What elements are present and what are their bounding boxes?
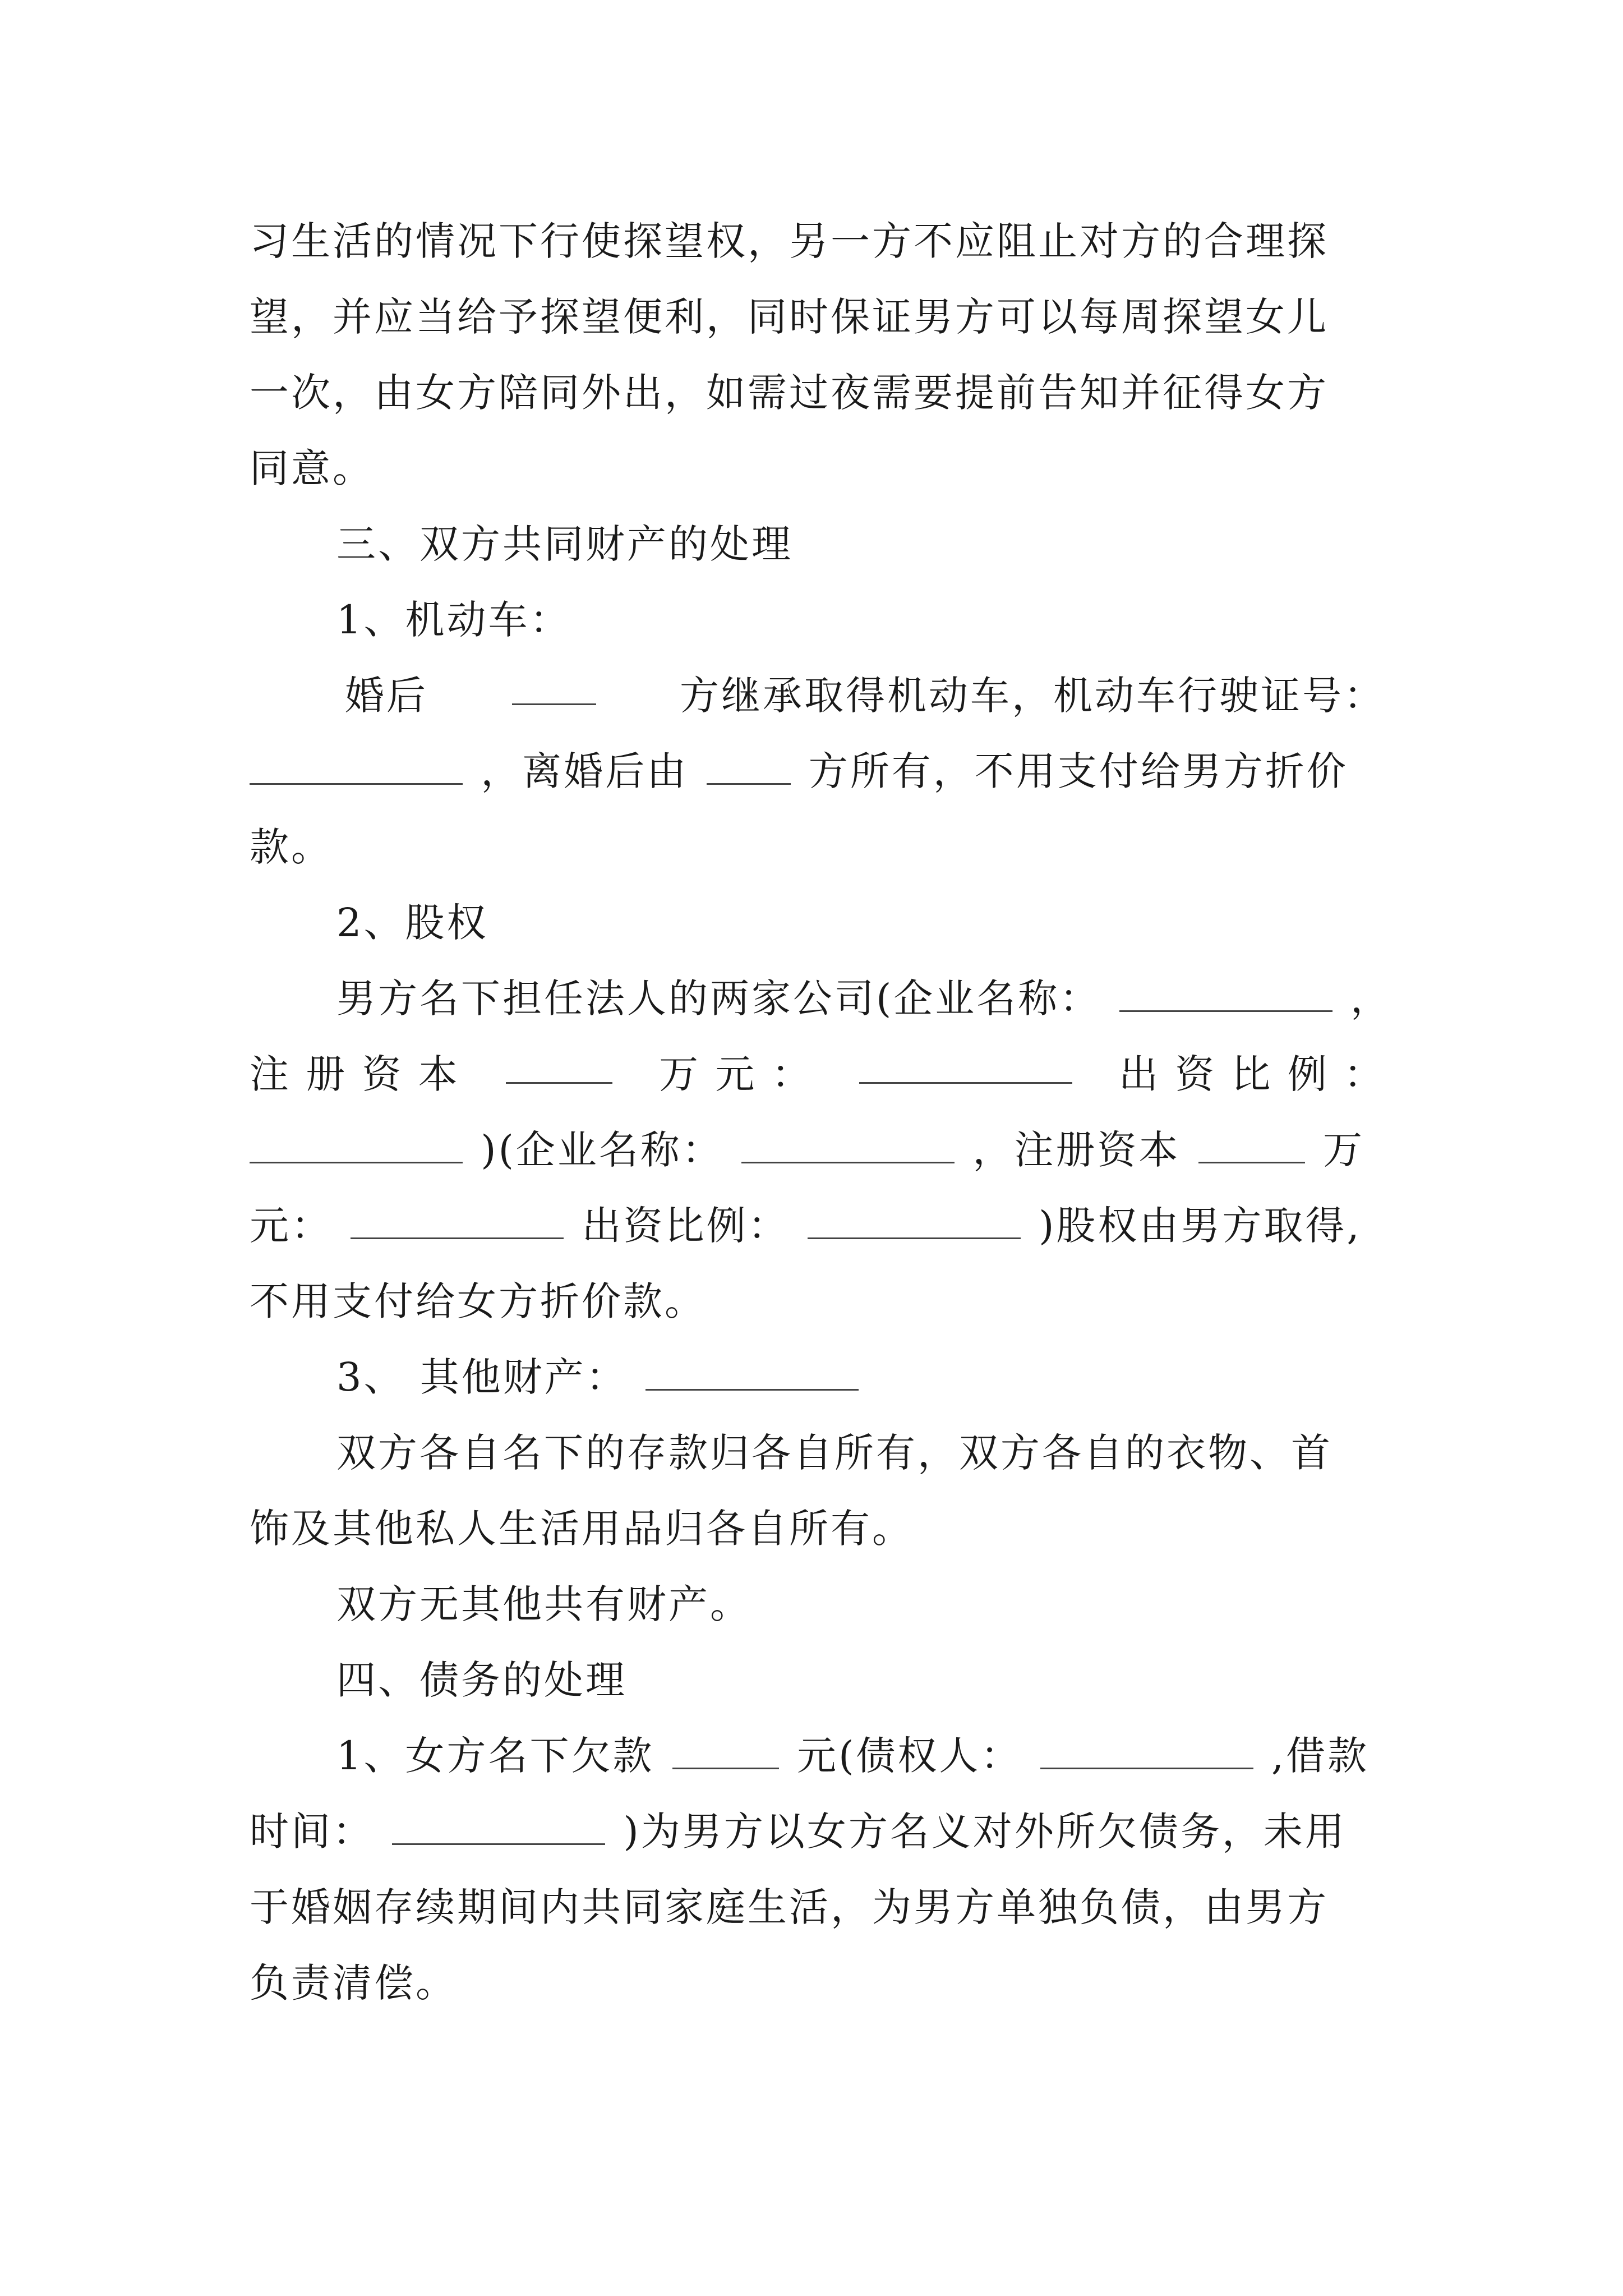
text-fragment: 万	[1322, 1127, 1364, 1173]
section-heading: 四、债务的处理	[336, 1657, 627, 1703]
fill-in-blank[interactable]	[672, 1732, 779, 1769]
paragraph-line: 负责清偿。	[250, 1960, 457, 2006]
text-fragment: 方继承取得机动车，机动车行驶证号：	[680, 673, 1385, 719]
paragraph-line: 不用支付给女方折价款。	[250, 1278, 706, 1324]
equity-line-2	[250, 1046, 1385, 1102]
fill-in-blank[interactable]	[707, 747, 791, 785]
paragraph-line: 望，并应当给予探望便利，同时保证男方可以每周探望女儿	[250, 294, 1329, 340]
fill-in-blank[interactable]	[1040, 1732, 1253, 1769]
item-title: 3、 其他财产：	[336, 1354, 628, 1400]
paragraph-line: 同意。	[250, 445, 374, 491]
car-line-2	[250, 743, 1385, 799]
text-fragment: )(企业名称：	[481, 1127, 723, 1173]
fill-in-blank[interactable]	[351, 1202, 564, 1239]
item-title: 1、机动车：	[336, 597, 571, 643]
paragraph-line: 款。	[250, 824, 333, 870]
text-fragment: ，	[1350, 976, 1392, 1022]
car-line-1	[345, 668, 1385, 724]
fill-in-blank[interactable]	[250, 1126, 463, 1163]
text-fragment: )为男方以女方名义对外所欠债务，未用	[623, 1809, 1347, 1855]
text-fragment: ,借款	[1271, 1733, 1370, 1779]
text-fragment: 婚后	[345, 673, 428, 719]
paragraph-line: 一次，由女方陪同外出，如需过夜需要提前告知并征得女方	[250, 370, 1329, 416]
paragraph-line: 双方各自名下的存款归各自所有，双方各自的衣物、首	[336, 1430, 1332, 1476]
text-fragment: 方所有，不用支付给男方折价	[808, 748, 1348, 794]
fill-in-blank[interactable]	[741, 1126, 955, 1163]
text-fragment: 出资比例：	[582, 1203, 790, 1249]
fill-in-blank[interactable]	[1119, 974, 1332, 1012]
fill-in-blank[interactable]	[506, 1046, 612, 1084]
fill-in-blank[interactable]	[512, 668, 596, 705]
fill-in-blank[interactable]	[250, 747, 463, 785]
paragraph-line: 饰及其他私人生活用品归各自所有。	[250, 1506, 914, 1552]
paragraph-line: 于婚姻存续期间内共同家庭生活，为男方单独负债，由男方	[250, 1884, 1329, 1930]
paragraph-line: 双方无其他共有财产。	[336, 1581, 751, 1627]
text-fragment: 万 元 ：	[659, 1051, 813, 1097]
fill-in-blank[interactable]	[859, 1046, 1072, 1084]
equity-line-1	[336, 970, 1392, 1027]
other-property-line	[336, 1349, 1385, 1405]
fill-in-blank[interactable]	[1198, 1126, 1305, 1163]
text-fragment: ，离婚后由	[481, 748, 689, 794]
text-fragment: 元：	[250, 1203, 333, 1249]
text-fragment: ，注册资本	[972, 1127, 1181, 1173]
debt-line-1	[336, 1728, 1385, 1784]
text-fragment: 出 资 比 例 ：	[1118, 1051, 1385, 1097]
text-fragment: 男方名下担任法人的两家公司(企业名称：	[336, 976, 1101, 1022]
text-fragment: 元(债权人：	[797, 1733, 1022, 1779]
fill-in-blank[interactable]	[645, 1353, 859, 1391]
equity-line-4	[250, 1198, 1385, 1254]
section-heading: 三、双方共同财产的处理	[336, 521, 793, 567]
paragraph-line: 习生活的情况下行使探望权，另一方不应阻止对方的合理探	[250, 218, 1329, 264]
text-fragment: 1、女方名下欠款	[336, 1733, 654, 1779]
text-fragment: 时间：	[250, 1809, 374, 1855]
fill-in-blank[interactable]	[392, 1807, 605, 1845]
text-fragment: )股权由男方取得,	[1039, 1203, 1362, 1249]
item-title: 2、股权	[336, 900, 488, 946]
equity-line-3	[250, 1122, 1385, 1178]
fill-in-blank[interactable]	[808, 1202, 1021, 1239]
text-fragment: 注 册 资 本	[250, 1051, 460, 1097]
debt-line-2	[250, 1803, 1385, 1860]
